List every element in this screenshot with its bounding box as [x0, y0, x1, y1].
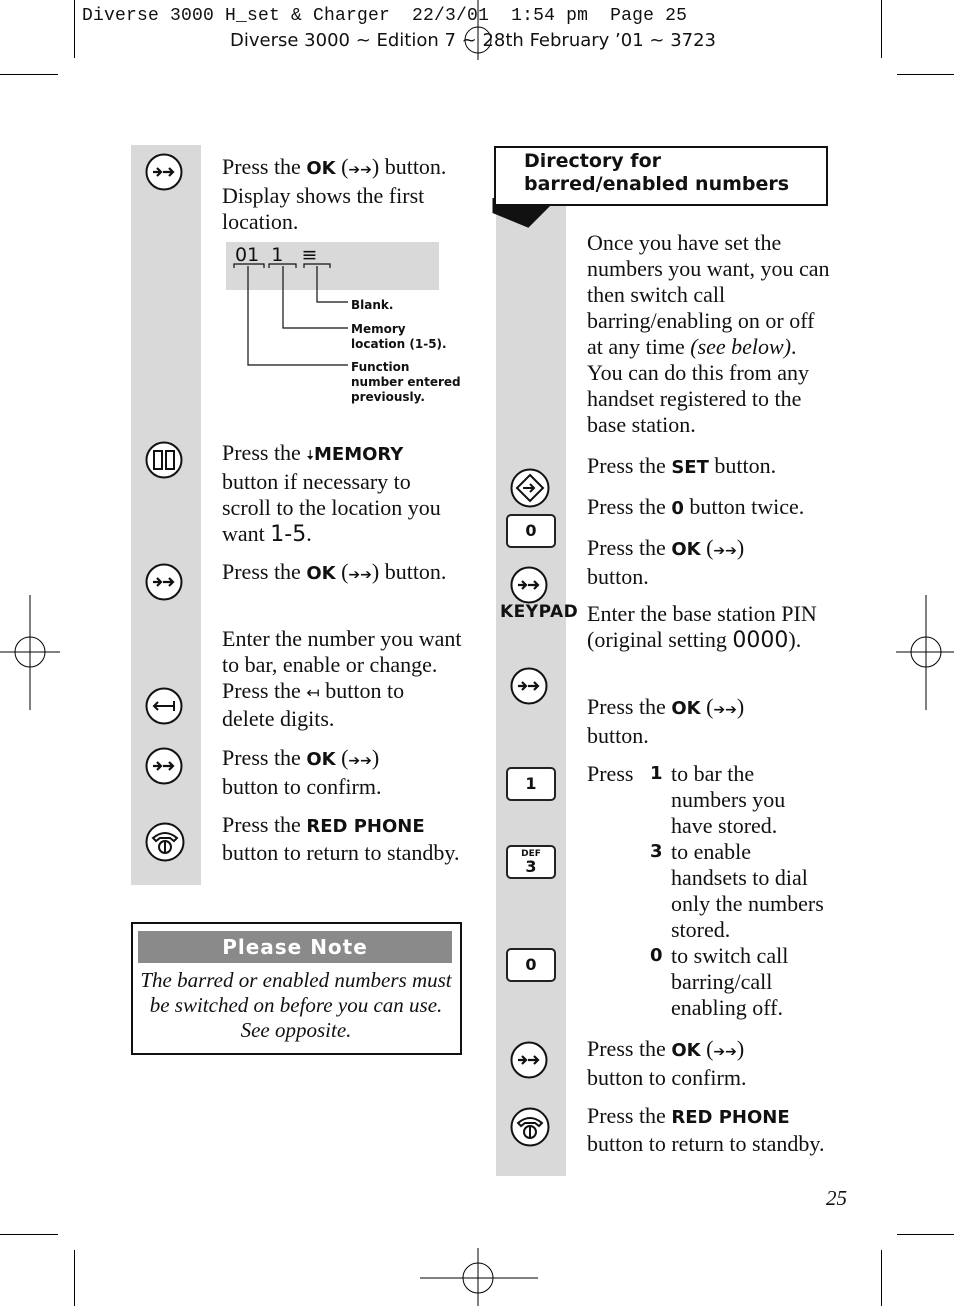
- label-function-number: Function number entered previously.: [351, 360, 461, 404]
- memory-book-icon: [145, 441, 183, 479]
- ok-button-icon: [510, 1041, 548, 1079]
- down-arrow-icon: 🠇: [306, 448, 314, 464]
- registration-mark-left: [0, 590, 60, 715]
- ok-button-icon: [510, 566, 548, 604]
- step-red-phone: Press the RED PHONE button to return to standby.: [222, 812, 460, 865]
- step-press-ok-pin: Press the OK (➔➔) button.: [587, 694, 745, 748]
- registration-mark-bottom: [420, 1248, 540, 1306]
- key-0-icon: 0: [506, 514, 556, 548]
- keypad-label: KEYPAD: [500, 602, 579, 622]
- print-header-line1: Diverse 3000 H_set & Charger 22/3/01 1:54 pm Page 25: [82, 6, 688, 26]
- label-blank: Blank.: [351, 298, 394, 312]
- key-1-icon: 1: [506, 767, 556, 801]
- delete-button-icon: [145, 687, 183, 725]
- print-header-line2: Diverse 3000 ~ Edition 7 ~ 28th February ’01 ~ 3723: [230, 30, 717, 51]
- crop-mark: [881, 1250, 882, 1306]
- step-confirm: Press the OK (➔➔) button to confirm.: [222, 745, 382, 799]
- please-note-title: Please Note: [138, 931, 452, 963]
- option-3-text: to enable handsets to dial only the numbers stored.: [671, 839, 824, 942]
- intro-paragraph: Once you have set the numbers you want, you can then switch call barring/enabling on or off at any time (see below). You can do this from any handset registered to the base station.: [587, 230, 830, 437]
- red-phone-icon: [145, 822, 185, 862]
- crop-mark: [0, 1234, 58, 1235]
- crop-mark: [881, 0, 882, 58]
- step-memory-scroll: Press the 🠇MEMORY button if necessary to scroll to the location you want 1-5.: [222, 440, 441, 547]
- key-3-icon: DEF 3: [506, 845, 556, 879]
- ok-button-icon: [145, 153, 183, 191]
- step-enter-pin: Enter the base station PIN (original setting 0000).: [587, 601, 817, 653]
- option-0-key: 0: [650, 945, 663, 966]
- display-text: 01 1 ≡: [235, 244, 318, 266]
- page-number: 25: [826, 1186, 847, 1210]
- step-red-phone-right: Press the RED PHONE button to return to standby.: [587, 1103, 825, 1156]
- crop-mark: [897, 1234, 954, 1235]
- ok-arrows-icon: ➔➔: [348, 753, 372, 769]
- ok-arrows-icon: ➔➔: [713, 1044, 737, 1060]
- press-label: Press: [587, 761, 634, 786]
- step-set: Press the SET button.: [587, 453, 777, 478]
- step-press-ok: Press the OK (➔➔) button.: [222, 559, 447, 584]
- ok-button-icon: [145, 747, 183, 785]
- crop-mark: [74, 1250, 75, 1306]
- ok-arrows-icon: ➔➔: [713, 702, 737, 718]
- crop-mark: [74, 0, 75, 58]
- ok-arrows-icon: ➔➔: [348, 567, 372, 583]
- key-0-icon: 0: [506, 948, 556, 982]
- registration-mark-right: [896, 590, 954, 715]
- ok-button-icon: [145, 563, 183, 601]
- crop-mark: [0, 74, 58, 75]
- step-press-ok-right: Press the OK (➔➔) button.: [587, 535, 745, 589]
- step-press-ok-first-location: Press the OK (➔➔) button. Display shows the first location.: [222, 154, 447, 234]
- ok-arrows-icon: ➔➔: [348, 162, 372, 178]
- step-press-0-twice: Press the 0 button twice.: [587, 494, 805, 519]
- ok-button-icon: [510, 667, 548, 705]
- step-confirm-right: Press the OK (➔➔) button to confirm.: [587, 1036, 747, 1090]
- directory-title: Directory for barred/enabled numbers: [524, 150, 790, 195]
- option-1-key: 1: [650, 763, 663, 784]
- delete-icon: ↤: [306, 683, 320, 702]
- display-callout-lines: [226, 262, 356, 372]
- please-note-body: The barred or enabled numbers must be switched on before you can use. See opposite.: [140, 968, 452, 1042]
- set-button-icon: [510, 468, 550, 508]
- crop-mark: [897, 74, 954, 75]
- red-phone-icon: [510, 1107, 550, 1147]
- ok-arrows-icon: ➔➔: [713, 543, 737, 559]
- step-enter-number: Enter the number you want to bar, enable or change. Press the ↤ button to delete digits.: [222, 626, 462, 731]
- label-memory-location: Memory location (1-5).: [351, 322, 447, 351]
- option-0-text: to switch call barring/call enabling off.: [671, 943, 789, 1020]
- option-1-text: to bar the numbers you have stored.: [671, 761, 786, 838]
- option-3-key: 3: [650, 841, 663, 862]
